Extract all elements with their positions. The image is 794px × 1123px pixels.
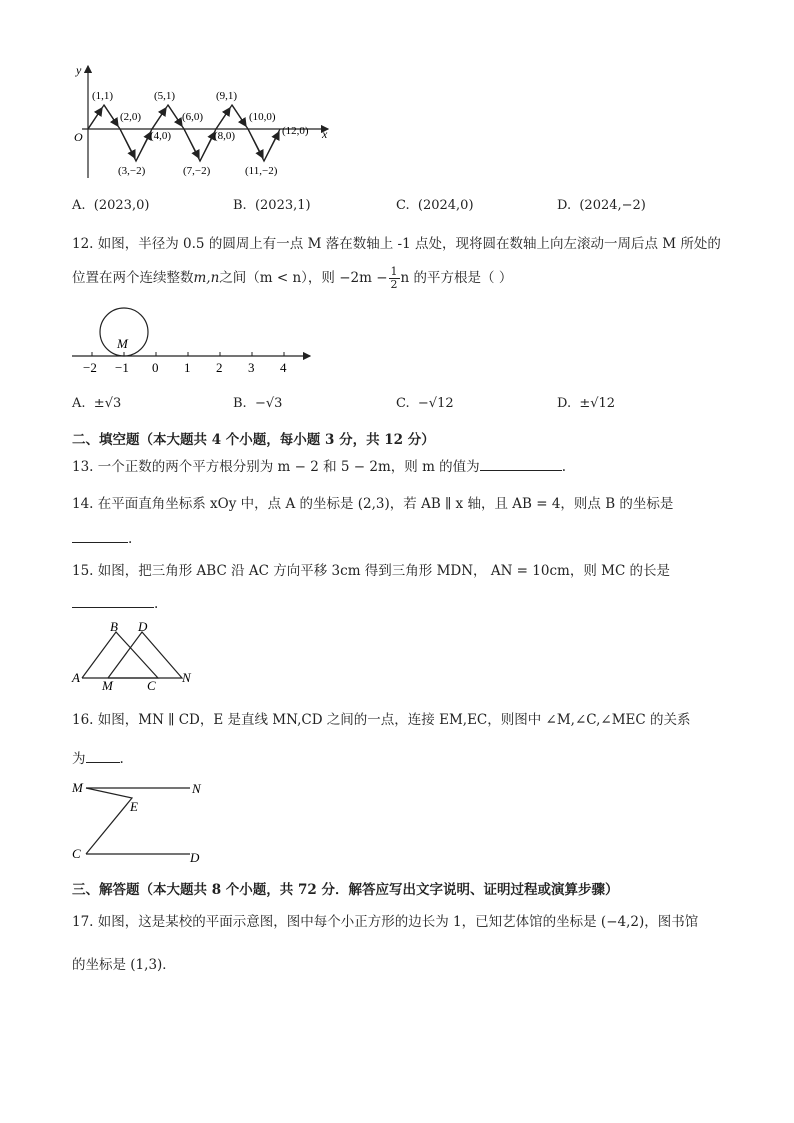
- q13-answer-blank[interactable]: [480, 456, 562, 471]
- q11-option-c: C. (2024,0): [396, 198, 474, 213]
- q12-line2: 位置在两个连续整数m,n之间（m < n），则 −2m − $\frac{1}{2}$ n 的平方根是（ ）: [72, 265, 513, 291]
- q15-label-d: D: [138, 619, 148, 634]
- q11-pt-5-1: (5,1): [154, 90, 176, 102]
- q16-line1: 16. 如图，MN ∥ CD，E 是直线 MN,CD 之间的一点，连接 EM,EC，则图中 ∠M,∠C,∠MEC 的关系: [72, 712, 691, 728]
- section-2-heading: 二、填空题（本大题共 4 个小题，每小题 3 分，共 12 分）: [72, 432, 435, 448]
- q15-label-c: C: [147, 678, 156, 693]
- q11-pt-2-0: (2,0): [120, 111, 142, 123]
- q15-label-m: M: [102, 678, 113, 693]
- q11-x-label: x: [322, 127, 328, 141]
- q16-label-m: M: [72, 780, 83, 795]
- q16-label-e: E: [130, 799, 138, 814]
- q11-pt-6-0: (6,0): [182, 111, 204, 123]
- q16-path-mec: [86, 788, 132, 854]
- q14-answer-blank[interactable]: [72, 528, 128, 543]
- q16-answer-blank[interactable]: [86, 748, 120, 763]
- q15-label-n: N: [182, 670, 191, 685]
- q12-fraction: $\frac{1}{2}$: [390, 265, 398, 291]
- q11-zigzag-figure: [66, 60, 342, 180]
- q11-pt-4-0: (4,0): [150, 130, 172, 142]
- q12-line1: 12. 如图，半径为 0.5 的圆周上有一点 M 落在数轴上 -1 点处，现将圆在数轴上向左滚动一周后点 M 所处的: [72, 236, 721, 252]
- q11-pt-7-m2: (7,−2): [183, 165, 211, 177]
- q15-label-a: A: [72, 670, 80, 685]
- q15-triangle-figure: [70, 618, 202, 694]
- q16-parallel-figure: [70, 778, 210, 866]
- q15-triangle-abc: [82, 632, 158, 678]
- q11-pt-9-1: (9,1): [216, 90, 238, 102]
- q15-triangle-mdn: [108, 632, 182, 678]
- q12-option-c: C. −√12: [396, 396, 454, 411]
- q16-label-n: N: [192, 781, 201, 796]
- q11-pt-3-m2: (3,−2): [118, 165, 146, 177]
- q14-line1: 14. 在平面直角坐标系 xOy 中，点 A 的坐标是 (2,3)，若 AB ∥ x 轴，且 AB = 4，则点 B 的坐标是: [72, 496, 674, 512]
- q11-option-a: A. (2023,0): [72, 198, 150, 213]
- q12-tick-2: 2: [216, 360, 223, 375]
- q16-label-d: D: [190, 850, 200, 865]
- q11-pt-12-0: (12,0): [282, 125, 309, 137]
- q15-answer-blank[interactable]: [72, 593, 154, 608]
- q12-tick-3: 3: [248, 360, 255, 375]
- q15-label-b: B: [110, 619, 118, 634]
- q11-pt-11-m2: (11,−2): [245, 165, 278, 177]
- q12-option-b: B. −√3: [233, 396, 283, 411]
- q16-line2: 为 .: [72, 748, 124, 769]
- q11-pt-1-1: (1,1): [92, 90, 114, 102]
- q12-tick-m1: −1: [115, 360, 129, 375]
- q14-line2: .: [72, 528, 132, 549]
- q17-line1: 17. 如图，这是某校的平面示意图，图中每个小正方形的边长为 1，已知艺体馆的坐标是 (−4,2)，图书馆: [72, 914, 699, 930]
- q11-option-d: D. (2024,−2): [557, 198, 646, 213]
- q12-tick-0: 0: [152, 360, 159, 375]
- q12-number-line-figure: [66, 306, 316, 378]
- q11-y-label: y: [76, 63, 82, 77]
- q12-option-d: D. ±√12: [557, 396, 616, 411]
- q11-pt-8-0: (8,0): [214, 130, 236, 142]
- q12-option-a: A. ±√3: [72, 396, 122, 411]
- q17-line2: 的坐标是 (1,3)．: [72, 957, 176, 973]
- q11-option-b: B. (2023,1): [233, 198, 311, 213]
- q13-line: 13. 一个正数的两个平方根分别为 m − 2 和 5 − 2m，则 m 的值为 .: [72, 456, 566, 477]
- q11-pt-10-0: (10,0): [249, 111, 276, 123]
- q12-tick-4: 4: [280, 360, 287, 375]
- q11-origin-label: O: [74, 130, 83, 144]
- q12-tick-1: 1: [184, 360, 191, 375]
- q12-point-m: M: [117, 336, 128, 351]
- section-3-heading: 三、解答题（本大题共 8 个小题，共 72 分．解答应写出文字说明、证明过程或演算步骤）: [72, 882, 619, 898]
- q12-tick-m2: −2: [83, 360, 97, 375]
- q15-line2: .: [72, 593, 158, 614]
- q15-line1: 15. 如图，把三角形 ABC 沿 AC 方向平移 3cm 得到三角形 MDN， AN = 10cm，则 MC 的长是: [72, 563, 671, 579]
- q16-label-c: C: [72, 846, 81, 861]
